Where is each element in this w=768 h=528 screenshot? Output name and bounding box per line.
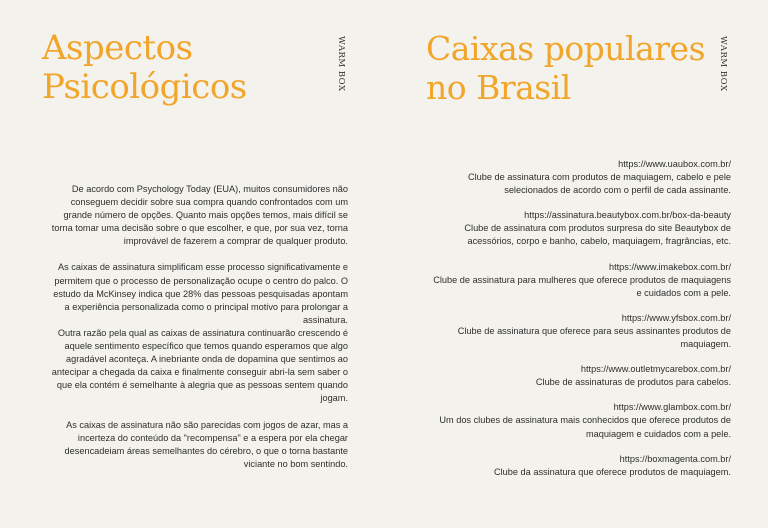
list-item [431,209,731,248]
right-page [384,0,768,528]
title-line-2: no Brasil [426,68,571,107]
brand-vertical: WARM BOX [336,36,346,92]
box-link[interactable]: https://assinatura.beautybox.com.br/box-da-beauty [524,210,731,221]
box-list [431,158,731,491]
title-line-1: Caixas populares [426,29,706,68]
brand-vertical: WARM BOX [718,36,728,92]
box-link[interactable]: https://www.imakebox.com.br/ [608,261,731,272]
box-link[interactable]: https://www.yfsbox.com.br/ [621,312,731,323]
box-link[interactable]: https://www.glambox.com.br/ [613,402,731,413]
box-description: Clube de assinatura com produtos surpresa do site Beautybox de acessórios, corpo e banho, cabelo, maquiagem, fragrâncias, etc. [464,223,731,247]
box-description: Um dos clubes de assinatura mais conhecidos que oferece produtos de maquiagem e cuidados com a pele. [439,415,731,439]
list-item [431,261,731,300]
box-description: Clube de assinatura para mulheres que oferece produtos de maquiagens e cuidados com a pele. [433,274,731,298]
box-link[interactable]: https://boxmagenta.com.br/ [619,453,731,464]
title-line-2: Psicológicos [42,67,247,107]
box-description: Clube da assinatura que oferece produtos de maquiagem. [494,466,731,477]
paragraph: De acordo com Psychology Today (EUA), muitos consumidores não conseguem decidir sobre sua compra quando confrontados com um grande número de opções. Quanto mais opções temos, mais difícil se torna tomar uma decisão sobre o que escolher, e que, por sua vez, torna improvável de fazerem a comprar de qualquer produto. [51,184,348,247]
list-item [431,158,731,197]
box-link[interactable]: https://www.uaubox.com.br/ [618,159,731,169]
body-text [48,183,348,484]
list-item [431,363,731,389]
box-description: Clube de assinatura que oferece para seus assinantes produtos de maquiagem. [457,325,731,350]
box-description: Clube de assinatura com produtos de maquiagem, cabelo e pele selecionados de acordo com o perfil de cada assinante. [467,172,731,196]
box-description: Clube de assinaturas de produtos para cabelos. [535,377,731,388]
paragraph: As caixas de assinatura não são parecidas com jogos de azar, mas a incerteza do conteúdo da "recompensa" e a espera por ela chegar desencadeiam áreas semelhantes do cérebro, o que o torna bastante viciante no bom sentindo. [64,419,348,469]
page-title [42,29,247,107]
title-line-1: Aspectos [42,28,193,68]
list-item [431,312,731,351]
list-item [431,401,731,440]
list-item [431,453,731,479]
box-link[interactable]: https://www.outletmycarebox.com.br/ [580,364,731,375]
paragraph: As caixas de assinatura simplificam esse processo significativamente e permitem que o processo de personalização ocupe o centro do palco. O estudo da McKinsey indica que 28% das pessoas pesquisadas apontam a experiência personalizada como o principal motivo para prolongar a assinatura. [53,262,348,325]
page-title [426,29,705,107]
paragraph: Outra razão pela qual as caixas de assinatura continuarão crescendo é aquele sentimento específico que temos quando esperamos que algo agradável aconteça. A inebriante onda de dopamina que sentimos ao antecipar a chegada da caixa e finalmente conseguir abri-la sem saber o que ela contém é semelhante à alegria que as pessoas sentem quando jogam. [51,327,348,404]
